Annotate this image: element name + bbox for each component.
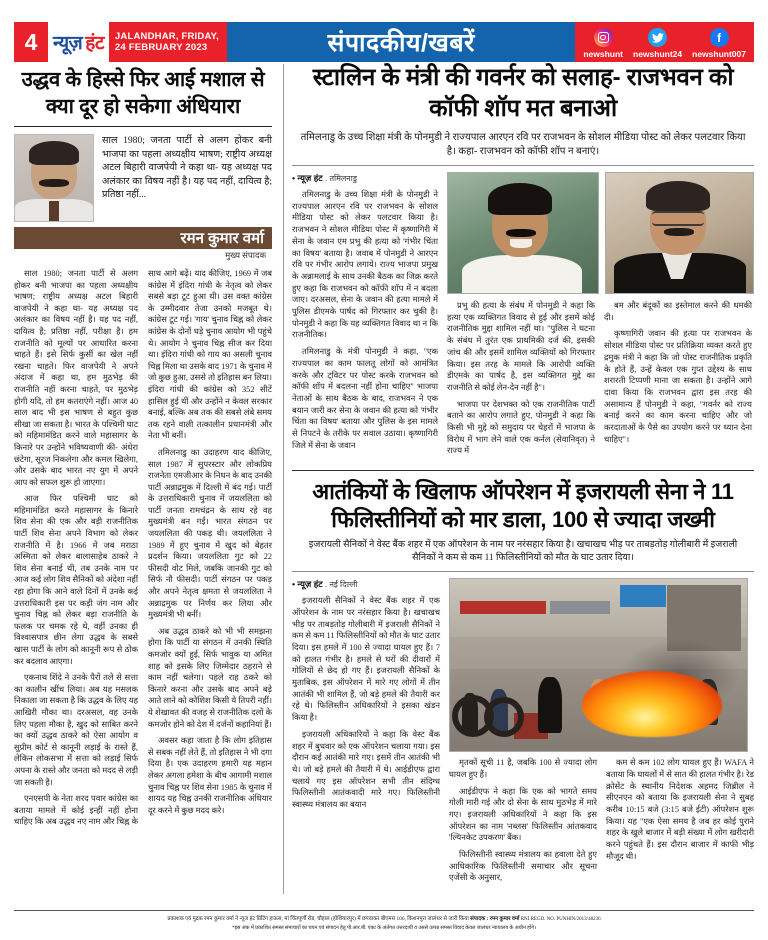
edition-date-value: 24 FEBRUARY 2023 (114, 42, 208, 53)
editorial-headline: उद्धव के हिस्से फिर आई मशाल से क्या दूर हो सकेगा अंधियारा (21, 68, 265, 118)
edition-date (109, 22, 227, 62)
story2-col2 (449, 757, 597, 889)
story1-sub-columns (447, 300, 754, 462)
editor-photo (14, 134, 94, 222)
story1-columns (292, 172, 754, 462)
twitter-icon (648, 28, 667, 47)
story-israel-operation (292, 470, 754, 889)
editorial-author-name: रमन कुमार वर्मा (180, 230, 264, 247)
paragraph: कृष्णागिरी जवान की हत्या पर राजभवन के सोशल मीडिया पोस्ट पर प्रतिक्रिया व्यक्त करते हुए द्रमुक मंत्री ने कहा कि जो पोस्ट राजनीतिक प्रकृति के होते हैं, उन्हें केवल एक गुप्त उद्देश्य के साथ शरारती टिप्पणी माना जा सकता है। उन्होंने आगे दावा किया कि राजभवन द्वारा इस तरह की असामान्य हैं पोनमुडी ने कहा, "गवर्नर को राज्य बनाई करने का काम करना चाहिए और जो करदाताओं के पैसे का उपयोग करने पर ध्यान देना चाहिए"। (604, 329, 752, 444)
story1-standfirst: तमिलनाडु के उच्च शिक्षा मंत्री के पोनमुडी ने राज्यपाल आरएन रवि पर राजभवन के सोशल मीडिया पोस्ट को लेकर पलटवार किया है। कहा- राजभवन को कॉफी शॉप न बनाएं। (300, 132, 746, 157)
story1-col1 (292, 172, 438, 462)
story2-byline-brand: न्यूज़ हंट (297, 579, 323, 590)
main-news-column (292, 62, 754, 889)
footer-editor-name: रमन कुमार वर्मा (489, 916, 520, 922)
story1-byline: • न्यूज़ हंट . तमिलनाडु (292, 173, 358, 183)
edition-city-day: JALANDHAR, FRIDAY, (114, 30, 219, 42)
story2-rule-bottom (292, 571, 754, 572)
editorial-author-bar (14, 227, 272, 249)
paragraph: बम और बंदूकों का इस्तेमाल करने की धमकी दी। (604, 301, 752, 322)
editorial-column (14, 66, 272, 918)
story1-photos (447, 172, 754, 294)
editorial-body (14, 268, 272, 918)
story1-byline-location: तमिलनाडु (329, 174, 358, 183)
editorial-intro (14, 134, 272, 222)
social-links (575, 22, 754, 62)
story2-col2-text (449, 757, 597, 884)
story2-col3 (606, 757, 754, 889)
paragraph: फिलिस्तीनी स्वास्थ्य मंत्रालय का हवाला देते हुए आधिकारिक फिलिस्तीनी समाचार और सूचना एजेंसी के अनुसार, (449, 850, 597, 883)
section-title-banner (227, 22, 575, 62)
footer-imprint-text: प्रकाशक एवं मुद्रक रमन कुमार वर्मा ने न्यूज हंट प्रिंटिंग हाऊस, मां चिंतपूर्णी रोड, चौहाल (होशियारपुर) में छपवाकर बीएमस 106, किशनपुरा जालंधर से जारी किया (167, 916, 471, 922)
story1-col2-text (447, 300, 595, 457)
story2-rule (292, 470, 754, 471)
story2-sub-columns (449, 757, 754, 889)
facebook-icon: f (710, 28, 729, 47)
story1-byline-brand: न्यूज़ हंट (297, 173, 323, 183)
logo-text-part1: न्यूज़ (53, 33, 83, 54)
footer-editor-label: संपादक : (470, 916, 490, 922)
page-number: 4 (14, 22, 48, 62)
column-divider (283, 64, 284, 894)
logo-text-part2: हंट (85, 33, 104, 54)
facebook-handle: newshunt007 (692, 49, 746, 59)
social-instagram[interactable] (583, 28, 623, 59)
instagram-handle: newshunt (583, 49, 624, 59)
story1-col1-text (292, 189, 438, 451)
editorial-paragraph: अवसर कहा जाता है कि लोग इतिहास से सबक नहीं लेते हैं, तो इतिहास ने भी दगा दिया है। एक उदाहरण हमारी यह महान लेकर अगला हमेशा के बीच आगामी मशाल चुनाव चिह्न पर शिव सेना 1985 के चुनाव में शायद यह चिह्न उनकी राजनीतिक अंधियार दूर करने में कुछ मदद करे। (148, 736, 272, 815)
story1-right-block (447, 172, 754, 462)
story2-headline: आतंकियों के खिलाफ ऑपरेशन में इजरायली सेना ने 11 फिलिस्तीनियों को मार डाला, 100 से ज्यादा जख्मी (312, 479, 734, 533)
publication-logo (48, 22, 109, 62)
paragraph: तमिलनाडु के उच्च शिक्षा मंत्री के पोनमुडी ने राज्यपाल आरएन रवि पर राजभवन के सोशल मीडिया पोस्ट को लेकर पलटवार किया है। राजभवन ने सोशल मीडिया पोस्ट में कृष्णागिरी में सेना के जवान एम प्रभु की हत्या को 'गंभीर चिंता का विषय' बताया है। जवाब में पोनमुडी ने आरएन रवि पर गंभीर आरोप लगाये। राज्य भाजपा प्रमुख के अन्नामलाई के साथ उनकी बैठक का जिक्र करते हुए कहा कि राजभवन को कॉफी शॉप में न बदला जाए। दरअसल, सेना के जवान की हत्या मामले में पुलिस डीएमके पार्षद को गिरफ्तार कर चुकी है। पोनमुडी ने कहा कि यह व्यक्तिगत विवाद था न कि राजनीतिक। (292, 190, 438, 340)
paragraph: इजरायली अधिकारियों ने कहा कि वेस्ट बैंक शहर में बुधवार को एक ऑपरेशन चलाया गया। इस दौरान कई आतंकी मारे गए। इसमें तीन आतंकी भी थे। जो बड़े हमले की तैयारी में थे। आईडीएफ द्वारा चलाये गए इस ऑपरेशन सभी तीन संदिग्ध फिलिस्तीनी आतंकवादी मारे गए। फिलिस्तीनी स्वास्थ्य मंत्रालय का बयान (292, 729, 440, 810)
instagram-icon (594, 28, 613, 47)
photo-west-bank-clash (449, 578, 748, 752)
editorial-paragraph: अब उद्धव ठाकरे को भी भी समझना होगा कि पार्टी या संगठन में उनकी स्थिति कमजोर क्यों हुई, सिर्फ भावुक या अमित शाह को इसके लिए जिम्मेदार ठहराने से काम नहीं चलेगा। पहले राह ठकरे को किनारे करना और उसके बाद अपने बड़े आते लाने को कोशिश किसी ये तिपरी नहीं। ये शेखावत की वजह से राजनीतिक दलों के कमजोर होने को देश में दर्जनों कहानियां हैं। (148, 626, 272, 729)
story2-col1-text (292, 595, 440, 811)
section-title: संपादकीय/खबरें (327, 29, 475, 57)
page-footer (14, 910, 754, 932)
footer-legal-line: *इस अंक में प्रकाशित समस्त समाचारों का चयन एवं संपादन हेतु पी.आर.बी. एक्ट के अंर्तगत उत्तरदायी व उससे उत्पन्न समस्त विवाद केवल जालंधर न्यायालय के अधीन होंगे। (231, 925, 536, 931)
story2-byline: • न्यूज़ हंट . नई दिल्ली (292, 579, 358, 590)
story1-headline: स्टालिन के मंत्री की गवर्नर को सलाह- राजभवन को कॉफी शॉप मत बनाओ (312, 64, 734, 122)
masthead (14, 22, 754, 62)
paragraph: प्रभु की हत्या के संबंध में पोनमुडी ने कहा कि हत्या एक व्यक्तिगत विवाद से हुई और इसमें कोई राजनीतिक मुद्दा शामिल नहीं था। "पुलिस ने घटना के संबंध में तुरंत एक प्राथमिकी दर्ज की, इसकी जांच की और इसमें शामिल व्यक्तियों को गिरफ्तार किया। इस तरह के मामले कि आरोपी व्यक्ति डीएमके का पार्षद है, इस व्यक्तिगत मुद्दे का राजनीति से कोई लेन-देन नहीं है"। (447, 301, 595, 392)
story2-col3-text (606, 757, 754, 862)
editorial-author-role: मुख्य संपादक (225, 250, 266, 260)
story1-col2 (447, 300, 595, 462)
story2-byline-location: नई दिल्ली (329, 580, 358, 590)
paragraph: भाजपा पर देशभक्त को एक राजनीतिक पार्टी बताने का आरोप लगाते हुए, पोनमुडी ने कहा कि किसी भी मुद्दे को समुदाय पर चेहरों में भाजपा के विरोध में भाग लेने वाले एक कर्नल (सेवानिवृत) ने राज्य में (447, 399, 595, 456)
editorial-paragraph: एनएसपी के नेता शरद पवार कांग्रेस का बताया मामले में कोई इन्हीं नहीं होना चाहिए कि अब उद्धव नए नाम और चिह्न के साथ आगे बढ़ें। याद कीजिए, 1969 में जब कांग्रेस में इंदिरा गांधी के नेतृत्व को लेकर सबसे बड़ा टूट हुआ थी। उस वक्त कांग्रेस के उम्मीदवार तेजा उनको मजबूत थे। कांग्रेस टूट गई। 'गाय' चुनाव चिह्न को लेकर कांग्रेस के दोनों धड़े चुनाव आयोग भी पहुंचे थे। आयोग ने चुनाव चिह्न सीज कर दिया था। इंदिरा गांधी को गाय का असली चुनाव चिह्न मिला था उसके बाद 1971 के चुनाव में जो कुछ हुआ, उससे तो इतिहास बन लिया। इंदिरा गांधी की कांग्रेस को 352 सीटें हासिल हुई थीं और उन्होंने न केवल सरकार बनाई, बल्कि अब तक की सबसे लंबे समय तक रहने वाली तत्कालीन प्रधानमंत्री और नेता भी बनीं। (14, 269, 272, 827)
story1-col3 (604, 300, 752, 462)
editorial-paragraph: एकनाथ शिंदे ने उनके पैरों तले से सत्ता का कालीन खींच लिया। अब यह मसलक निकाला जा सकता है कि उद्धव के लिए यह आखिरी मौका था। दरअसल, वह उनके लिए पहला मौका है, खुद को साबित करने का क्यों उद्धव ठाकरे को ऐसा आयोग व सुप्रीम कोर्ट से कानूनी लड़ाई के रास्ते हैं, लेकिन लोकसभा में सत्ता को लड़ाई सिर्फ अपना के रास्ते और जनता को मदद से लड़ी जा सकती है। (14, 673, 138, 787)
story1-col3-text (604, 300, 752, 445)
paragraph: आईडीएफ ने कहा कि एक को भागते समय गोली मारी गई और दो सेना के साथ मुठभेड़ में मारे गए। इजरायली अधिकारियों ने कहा कि इस ऑपरेशन का नाम 'नब्लस' फिलिस्तीन आंतकवाद 'ल्यिनकेट उपकरण' बैंक। (449, 786, 597, 843)
footer-rni-registration: RNI REGD. NO. PUNHIN/2013/48236 (519, 917, 601, 922)
editorial-pullquote: साल 1980; जनता पार्टी से अलग होकर बनी भाजपा का पहला अध्यक्षीय भाषण; राष्ट्रीय अध्यक्ष अटल बिहारी वाजपेयी ने कहा था- यह अध्यक्ष पद अलंकार का विषय नहीं है। यह पद नहीं, दायित्व है; प्रतिष्ठा नहीं... (102, 135, 272, 201)
editorial-paragraph: आज फिर पश्चिमी घाट को महिमामंडित करते महासागर के किनारे शिव सेना की एक और बड़ी राजनीतिक पार्टी शिव सेना अपने विभाग को लेकर राजनीति में है। 1966 में जब मराठा अस्मिता को लेकर बालासाहेब ठाकरे ने शिव सेना बनाई थी, तब उनके नाम पर आज कई लोग शिव सैनिकों को अंदेशा नहीं रहा होगा कि आने वाले दिनों में उनके कई उत्तराधिकारी इस पर कड़ी जंग नाम और चुनाव चिह्न को लेकर बड़ा राजनीति के फलक पर चमक रहे थे, वहीं उनका ही विश्वासपात्र छीन लेगा उद्धव के सबसे खास पार्टी के लोग को कानूनी रूप से ठोक कर बदलाव आएगा। (14, 494, 138, 666)
story2-right-block (449, 578, 754, 889)
social-twitter[interactable] (633, 28, 682, 59)
paragraph: मृतकों सूची 11 है, जबकि 100 से ज्यादा लोग घायल हुए हैं। (449, 758, 597, 779)
paragraph: तमिलनाडु के मंत्री पोनमुडी ने कहा, "एक राज्यपाल का काम फालतू लोगों को आमंत्रित करके और ट्विटर पर पोस्ट करके राजभवन को कॉफी शॉप में बदलना नहीं होना चाहिए" भाजपा नेताओं के साथ बैठक के बाद, राजभवन ने एक बयान जारी कर सेना के जवान की हत्या को 'गंभीर चिंता का विषय' बताया और पुलिस के इस मामले से निपटने के तरीके पर सवाल उठाया। कृष्णागिरी जिले में सेना के जवान (292, 347, 438, 450)
paragraph: कम से कम 102 लोग घायल हुए हैं। WAFA ने बताया कि घायलों में से सात की हालत गंभीर है। रेड क्रोसेंट के स्थानीय निदेशक अहमद जिब्रील ने सीएनएन को बताया कि इजरायली सेना ने सुबह करीब 10:15 बजे (3:15 बजे ईटी) ऑपरेशन शुरू किया। यह "एक ऐसा समय है जब हर कोई पुराने शहर के खुले बाजार में बड़ी संख्या में लोग खरीदारी करने पहुंचते हैं। इस दौरान बाजार में काफी भीड़ मौजूद थी। (606, 758, 754, 861)
story2-columns (292, 578, 754, 889)
footer-imprint-line (14, 915, 754, 924)
editorial-paragraph: साल 1980; जनता पार्टी से अलग होकर बनी भाजपा का पहला अध्यक्षीय भाषण; राष्ट्रीय अध्यक्ष अटल बिहारी वाजपेयी ने कहा था- यह अध्यक्ष पद अलंकार का विषय नहीं है। यह पद नहीं, दायित्व है; प्रतिष्ठा नहीं, परीक्षा है। हम राजनीति को मूल्यों पर आधारित करना चाहते हैं। इसे सिर्फ कुर्सी का खेल नहीं रखना चाहते। फिर वाजपेयी ने अपने अंदाज में कहा था, हम मुठभेड़ की राजनीति नहीं करना चाहते, पर मुठभेड़ होगी यदि, तो हम कतराएंगे नहीं। आज 40 साल बाद भी इस भाषण से बहुत कुछ सीखा जा सकता है। भारत के पश्चिमी घाट को महिमामंडित करने वाले महासागर के किनारे पर उन्होंने भविष्यवाणी की- अंधेरा छंटेगा, सूरज निकलेगा और कमल खिलेगा, और उसके बाद भारत नए युग में अपने आप को सफल शुरू हो जाएगा। (14, 269, 138, 487)
photo-minister-ponmudy (447, 172, 599, 294)
photo-governor-rn-ravi (605, 172, 754, 294)
story2-standfirst: इजरायली सैनिकों ने वेस्ट बैंक शहर में एक ऑपरेशन के नाम पर नरंसहार किया है। खचाखच भीड़ पर ताबड़तोड़ गोलीबारी में इजराली सैनिकों ने कम से कम 11 फिलिस्तीनियों को मौत के घाट उतार दिया। (308, 540, 738, 564)
paragraph: इजरायली सैनिकों ने वेस्ट बैंक शहर में एक ऑपरेशन के नाम पर नरंसहार किया है। खचाखच भीड़ पर ताबड़तोड़ गोलीबारी में इजराली सैनिकों ने कम से कम 11 फिलिस्तीनियों को मौत के घाट उतार दिया। इस हमले में 100 से ज्यादा घायल हुए हैं। 7 को हालत गंभीर है। हमले से घरों की दीवारों में गोलियों से छेद हो गए हैं। इजरायली सैनिकों के मुताबिक, इस ऑपरेशन में मारे गए लोगों में तीन आतंकी भी शामिल हैं, जो बड़े हमले की तैयारी कर रहे थे। फिलिस्तीन अधिकारियों ने इसका खंडन किया है। (292, 596, 440, 723)
story1-rule (292, 165, 754, 166)
twitter-handle: newshunt24 (633, 49, 683, 59)
story-stalin-minister (292, 62, 754, 462)
editorial-paragraph: तमिलनाडु का उदाहरण याद कीजिए, साल 1987 में सुपरस्टार और लोकप्रिय राजनेता एमजीआर के निधन के बाद उनकी पार्टी अन्नाद्रमुक में दिल्ली में बंद गई। पार्टी के उत्तराधिकारी चुनाव में जयललिता को पार्टी जनता रामचंद्रन के साथ रहे वह मुख्यमंत्री बन गईं। भारत संगठन पर जयललिता की पकड़ थी। जयललिता ने 1989 में हुए चुनाव में खुद को बेहतर प्रदर्शन किया। जयललिता गुट को 22 फीसदी वोट मिले, जबकि जानकी गुट को सिर्फ नौ फीसदी। पार्टी संगठन पर पकड़ और अपने नेतृत्व क्षमता से जयललिता ने अन्नाद्रमुक पर निर्णय कर लिया और मुख्यमंत्री भी बनीं। (148, 447, 272, 620)
social-facebook[interactable] (692, 28, 746, 59)
story2-col1 (292, 578, 440, 889)
editorial-rule (14, 126, 272, 127)
